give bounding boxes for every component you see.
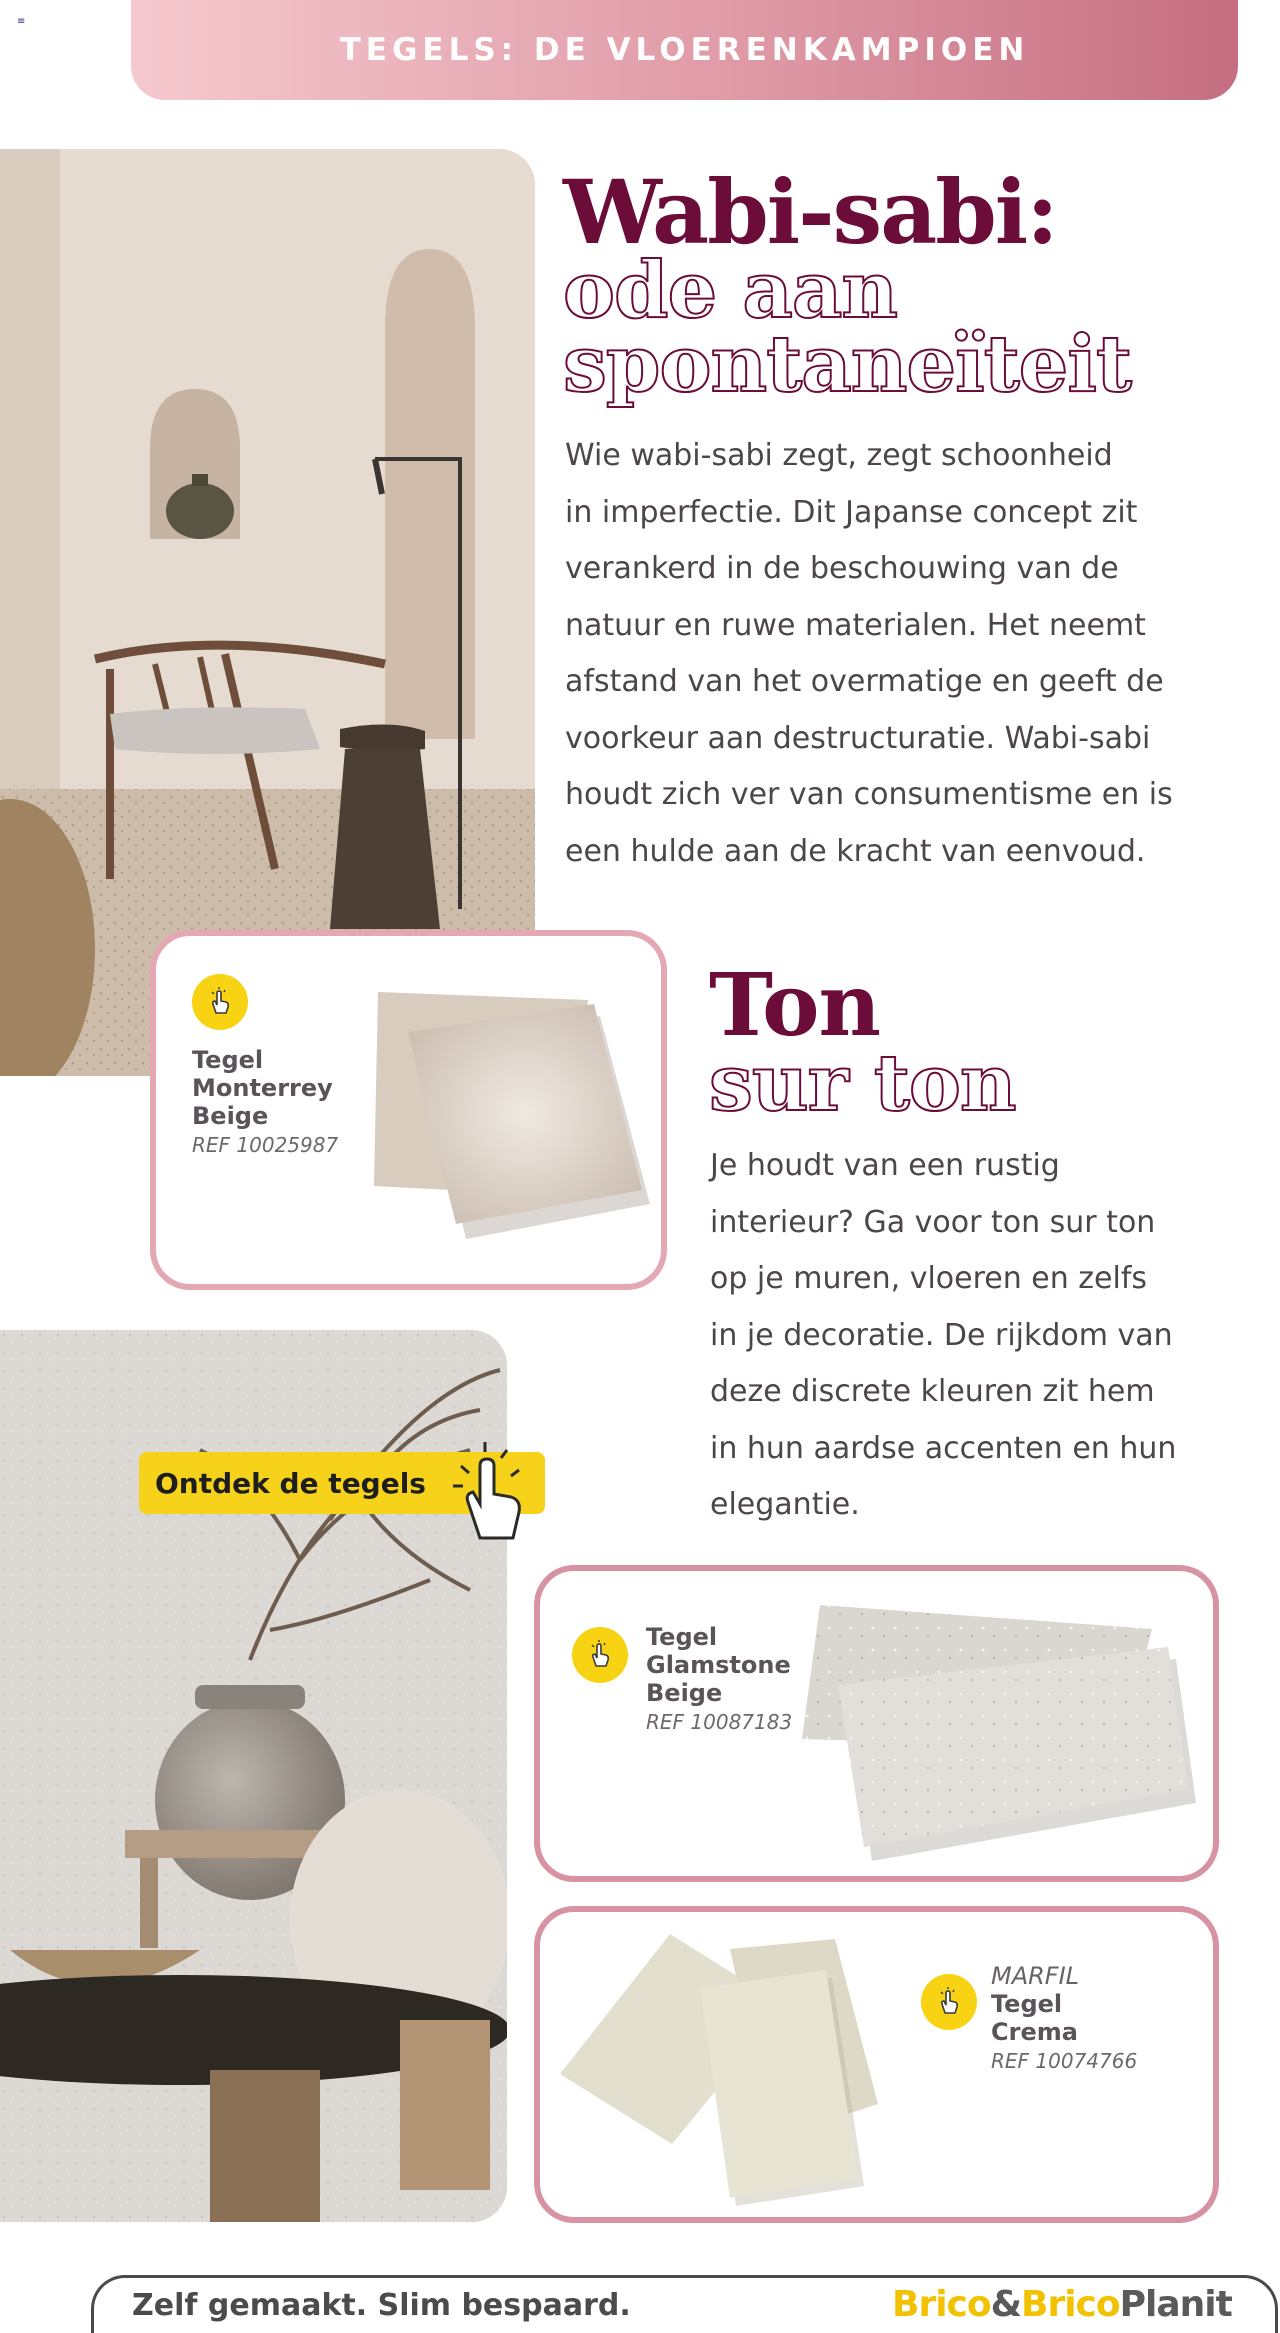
- brico-planit-logo[interactable]: [892, 2284, 1232, 2325]
- product-info: [646, 1623, 792, 1737]
- discover-tiles-label: Ontdek de tegels: [155, 1466, 426, 1500]
- wabi-sabi-headline: [563, 160, 1132, 410]
- product-name-line: Tegel: [646, 1623, 718, 1651]
- wabi-sabi-title: Wabi-sabi:: [563, 160, 1057, 264]
- header-title: TEGELS: DE VLOERENKAMPIOEN: [339, 32, 1030, 68]
- ton-sur-ton-headline: [709, 955, 1016, 1129]
- body-line: interieur? Ga voor ton sur ton: [710, 1204, 1156, 1240]
- product-name-line: Beige: [192, 1102, 269, 1130]
- hand-pointer-icon[interactable]: [192, 974, 248, 1030]
- body-line: een hulde aan de kracht van eenvoud.: [565, 833, 1146, 869]
- logo-word: Brico: [892, 2284, 991, 2325]
- body-line: voorkeur aan destructuratie. Wabi-sabi: [565, 720, 1151, 756]
- tile-image-monterrey: [366, 986, 656, 1256]
- body-line: verankerd in de beschouwing van de: [565, 551, 1119, 586]
- hand-pointer-icon[interactable]: [572, 1627, 628, 1683]
- tile-image-marfil: [560, 1924, 920, 2214]
- body-line: in je decoratie. De rijkdom van: [710, 1317, 1173, 1353]
- header-banner: [131, 0, 1238, 100]
- product-info: [192, 1046, 338, 1160]
- body-line: Wie wabi-sabi zegt, zegt schoonheid: [565, 438, 1113, 473]
- product-ref: REF 10025987: [192, 1133, 339, 1157]
- logo-word: Brico: [1021, 2284, 1120, 2325]
- product-name-line: Tegel: [192, 1046, 264, 1074]
- product-info: [991, 1962, 1137, 2076]
- body-line: in imperfectie. Dit Japanse concept zit: [565, 494, 1138, 530]
- product-brand: MARFIL: [991, 1962, 1080, 1990]
- wabi-sabi-subtitle-line-2: spontaneïteit: [563, 319, 1132, 410]
- product-name-line: Monterrey: [192, 1074, 333, 1102]
- body-line: deze discrete kleuren zit hem: [710, 1374, 1155, 1409]
- wabi-sabi-body: [565, 428, 1225, 880]
- product-card-marfil[interactable]: [534, 1906, 1219, 2223]
- product-ref: REF 10087183: [646, 1710, 793, 1734]
- hand-pointer-icon[interactable]: [921, 1974, 977, 2030]
- ton-sur-ton-title: Ton: [709, 955, 881, 1056]
- body-line: op je muren, vloeren en zelfs: [710, 1261, 1148, 1296]
- footer-slogan: Zelf gemaakt. Slim bespaard.: [132, 2288, 631, 2323]
- body-line: elegantie.: [710, 1487, 860, 1522]
- product-ref: REF 10074766: [991, 2049, 1138, 2073]
- product-name-line: Beige: [646, 1679, 723, 1707]
- tile-image-glamstone: [802, 1599, 1202, 1869]
- wabi-sabi-subtitle-line-1: ode aan: [563, 245, 898, 336]
- body-line: Je houdt van een rustig: [710, 1148, 1060, 1183]
- logo-word: Planit: [1119, 2284, 1232, 2325]
- logo-ampersand: &: [990, 2284, 1022, 2325]
- ton-sur-ton-body: [710, 1138, 1230, 1534]
- menu-icon[interactable]: ≡: [17, 16, 26, 27]
- product-name-line: Tegel: [991, 1990, 1063, 2018]
- product-card-glamstone[interactable]: [534, 1565, 1219, 1882]
- ton-sur-ton-subtitle: sur ton: [709, 1038, 1016, 1129]
- hand-click-icon: [435, 1440, 535, 1550]
- product-card-monterrey[interactable]: [150, 930, 667, 1290]
- body-line: natuur en ruwe materialen. Het neemt: [565, 607, 1146, 643]
- product-name-line: Crema: [991, 2018, 1078, 2046]
- body-line: afstand van het overmatige en geeft de: [565, 664, 1164, 699]
- footer-bar: [91, 2275, 1278, 2333]
- product-name-line: Glamstone: [646, 1651, 791, 1679]
- body-line: in hun aardse accenten en hun: [710, 1430, 1177, 1466]
- body-line: houdt zich ver van consumentisme en is: [565, 777, 1173, 812]
